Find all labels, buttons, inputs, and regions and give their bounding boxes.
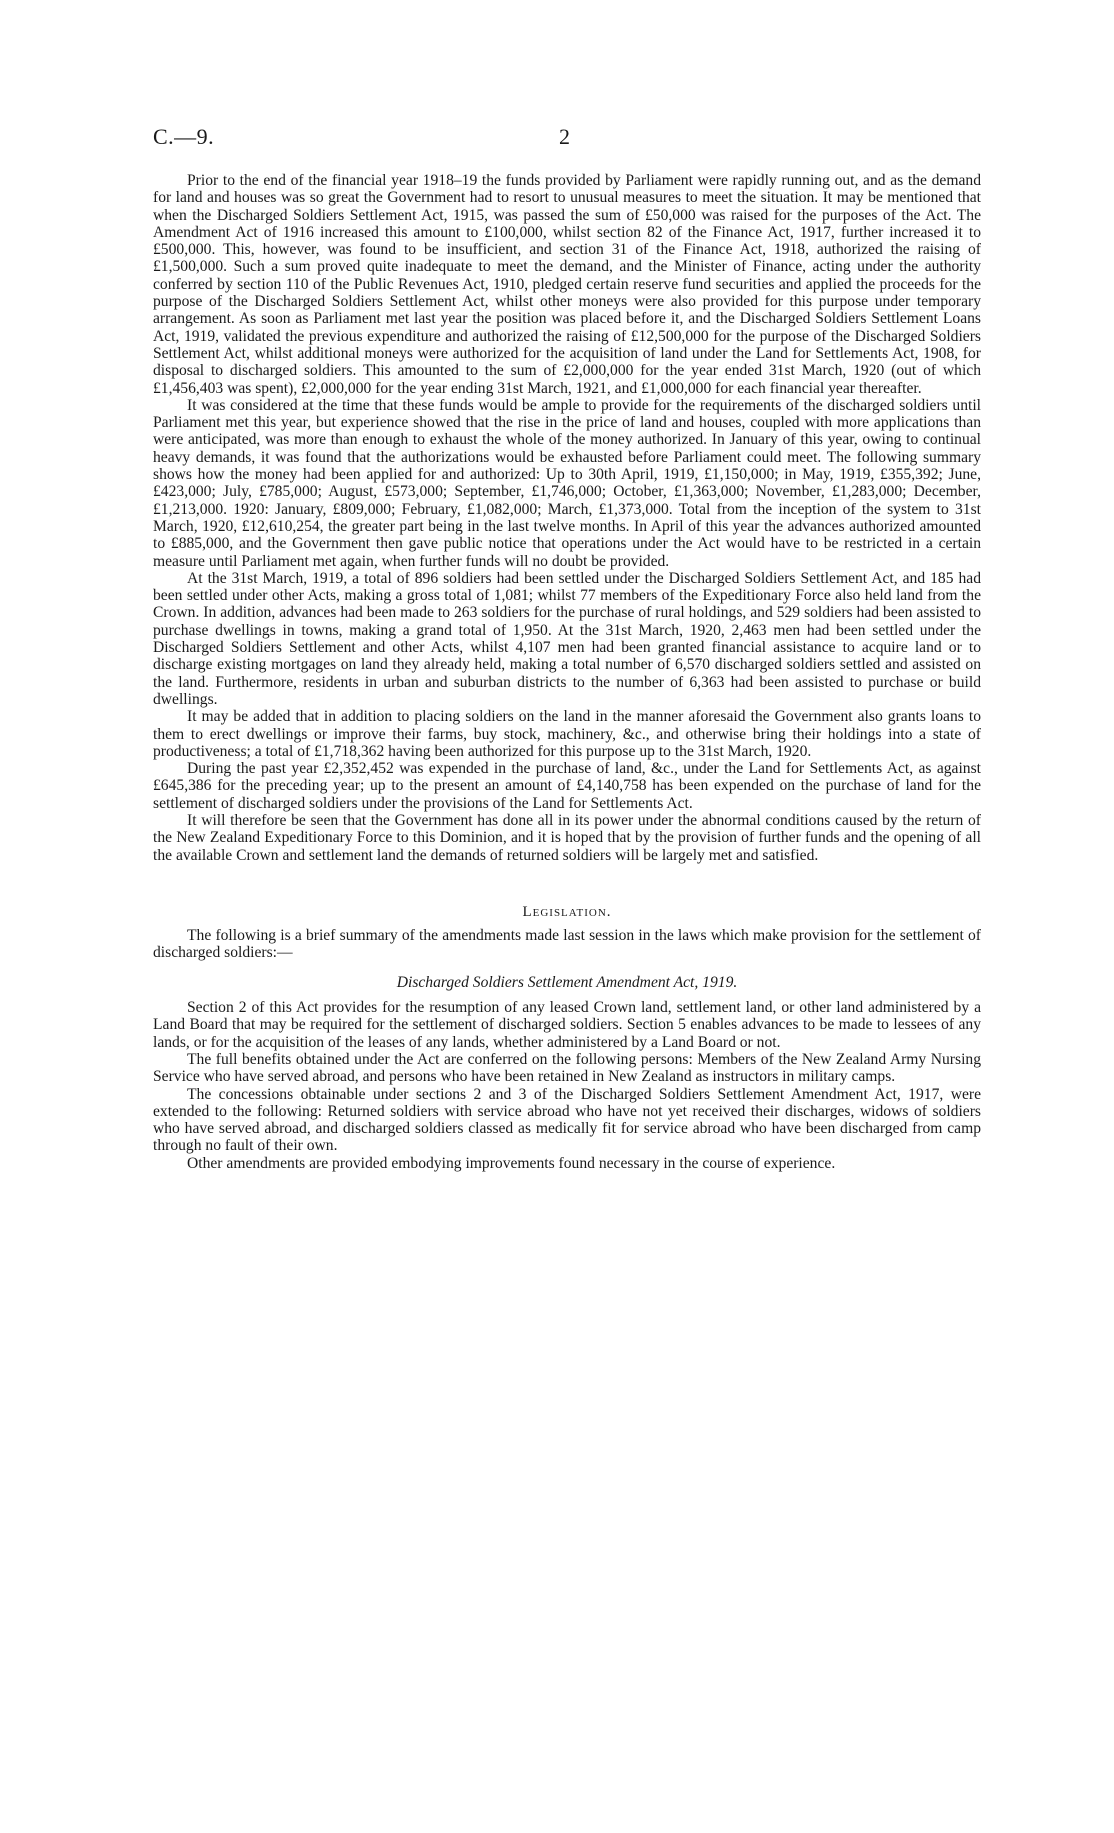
- section-heading: Legislation.: [522, 903, 612, 920]
- paragraph: It was considered at the time that these funds would be ample to provide for the requirements of the discharged soldiers until Parliament met this year, but experience showed that the rise in the price of land and houses, coupled with more applications than were anticipated, was more than enough to exhaust the whole of the money authorized. In January of this year, owing to continual heavy demands, it was found that the authorizations would be exhausted before Parliament could meet. The following summary shows how the money had been applied for and authorized: Up to 30th April, 1919, £1,150,000; in May, 1919, £355,392; June, £423,000; July, £785,000; August, £573,000; September, £1,746,000; October, £1,363,000; November, £1,283,000; December, £1,213,000. 1920: January, £809,000; February, £1,082,000; March, £1,373,000. Total from the inception of the system to 31st March, 1920, £12,610,254, the greater part being in the last twelve months. In April of this year the advances authorized amounted to £885,000, and the Government then gave public notice that operations under the Act would have to be restricted in a certain measure until Parliament met again, when further funds will no doubt be provided.: [153, 396, 981, 570]
- paragraph: Other amendments are provided embodying improvements found necessary in the course of experience.: [187, 1154, 836, 1172]
- page-number: 2: [559, 124, 570, 149]
- paragraph: The concessions obtainable under sections 2 and 3 of the Discharged Soldiers Settlement Amendment Act, 1917, were extended to the following: Returned soldiers with service abroad who have not yet received their discharges, widows of soldiers who have served abroad, and discharged soldiers classed as medically fit for service abroad who have been discharged from camp through no fault of their own.: [153, 1085, 981, 1155]
- document-body: [153, 172, 981, 1172]
- act-title: Discharged Soldiers Settlement Amendment Act, 1919.: [396, 973, 738, 991]
- paragraph: During the past year £2,352,452 was expended in the purchase of land, &c., under the Land for Settlements Act, as against £645,386 for the preceding year; up to the present an amount of £4,140,758 has been expended on the purchase of land for the settlement of discharged soldiers under the provisions of the Land for Settlements Act.: [153, 760, 981, 812]
- paragraph: Prior to the end of the financial year 1918–19 the funds provided by Parliament were rapidly running out, and as the demand for land and houses was so great the Government had to resort to unusual measures to meet the situation. It may be mentioned that when the Discharged Soldiers Settlement Act, 1915, was passed the sum of £50,000 was raised for the purposes of the Act. The Amendment Act of 1916 increased this amount to £100,000, whilst section 82 of the Finance Act, 1917, further increased it to £500,000. This, however, was found to be insufficient, and section 31 of the Finance Act, 1918, authorized the raising of £1,500,000. Such a sum proved quite inadequate to meet the demand, and the Minister of Finance, acting under the authority conferred by section 110 of the Public Revenues Act, 1910, pledged certain reserve fund securities and applied the proceeds for the purpose of the Discharged Soldiers Settlement Act, whilst other moneys were also provided for this purpose under temporary arrangement. As soon as Parliament met last year the position was placed before it, and the Discharged Soldiers Settlement Loans Act, 1919, validated the previous expenditure and authorized the raising of £12,500,000 for the purpose of the Discharged Soldiers Settlement Act, whilst additional moneys were authorized for the acquisition of land under the Land for Settlements Act, 1908, for disposal to discharged soldiers. This amounted to the sum of £2,000,000 for the year ended 31st March, 1920 (out of which £1,456,403 was spent), £2,000,000 for the year ending 31st March, 1921, and £1,000,000 for each financial year thereafter.: [153, 172, 981, 397]
- paragraph: The full benefits obtained under the Act are conferred on the following persons: Members of the New Zealand Army Nursing Service who have served abroad, and persons who have been retained in New Zealand as instructors in military camps.: [153, 1050, 981, 1086]
- paragraph: At the 31st March, 1919, a total of 896 soldiers had been settled under the Discharged Soldiers Settlement Act, and 185 had been settled under other Acts, making a gross total of 1,081; whilst 77 members of the Expeditionary Force also held land from the Crown. In addition, advances had been made to 263 soldiers for the purchase of rural holdings, and 529 soldiers had been assisted to purchase dwellings in towns, making a grand total of 1,950. At the 31st March, 1920, 2,463 men had been settled under the Discharged Soldiers Settlement and other Acts, whilst 4,107 men had been granted financial assistance to acquire land or to discharge existing mortgages on land they already held, making a total number of 6,570 discharged soldiers settled and assisted on the land. Furthermore, residents in urban and suburban districts to the number of 6,363 had been assisted to purchase or build dwellings.: [153, 569, 981, 708]
- paragraph: Section 2 of this Act provides for the resumption of any leased Crown land, settlement land, or other land administered by a Land Board that may be required for the settlement of discharged soldiers. Section 5 enables advances to be made to lessees of any lands, or for the acquisition of the leases of any lands, whether administered by a Land Board or not.: [153, 999, 981, 1051]
- paragraph: It will therefore be seen that the Government has done all in its power under the abnormal conditions caused by the return of the New Zealand Expeditionary Force to this Dominion, and it is hoped that by the provision of further funds and the opening of all the available Crown and settlement land the demands of returned soldiers will be largely met and satisfied.: [153, 811, 981, 864]
- section-intro: The following is a brief summary of the amendments made last session in the laws which make provision for the settlement of discharged soldiers:—: [153, 927, 981, 962]
- document-reference: C.—9.: [153, 124, 215, 149]
- paragraph: It may be added that in addition to placing soldiers on the land in the manner aforesaid the Government also grants loans to them to erect dwellings or improve their farms, buy stock, machinery, &c., and otherwise bring their holdings into a state of productiveness; a total of £1,718,362 having been authorized for this purpose up to the 31st March, 1920.: [153, 708, 981, 760]
